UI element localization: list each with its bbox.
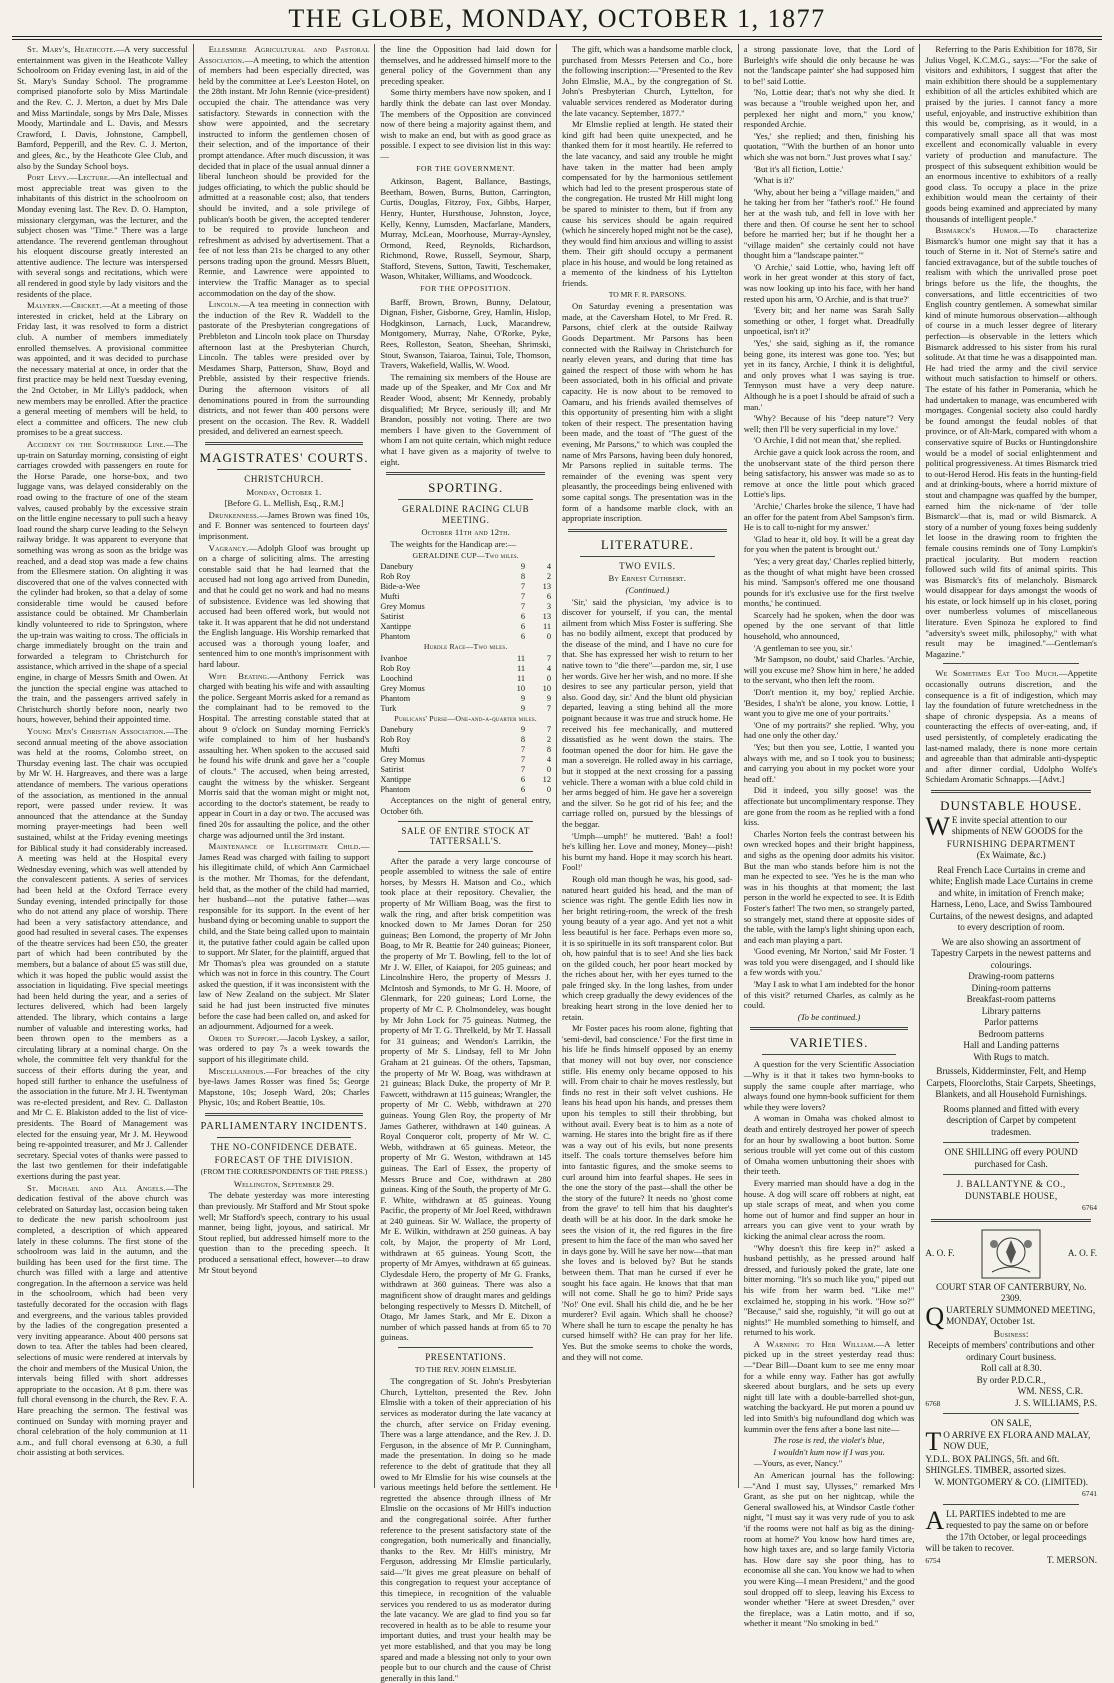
arrival-text: O ARRIVE EX FLORA AND MALAY, NOW DUE, (943, 1429, 1091, 1452)
weights-intro: The weights for the Handicap are:— (390, 538, 517, 549)
weight-stone: 7 (520, 592, 526, 602)
article-ellesmere: Ellesmere Agricultural and Pastoral Association.—A meeting, to which the attention of members had been especially directed, was held by the committee at Lee's Leeston Hotel, on the 28th instant. Mr John Rennie (vice-president) occupied the chair. The attendance was very satisfactory. Stewards in connection with the show were appointed, and the secretary instructed to inform the gentlemen chosen of their selection, and of the importance of their prompt attendance. After much discussion, it was decided that in place of the usual annual dinner a liberal luncheon should be provided for the judges officiating, to which the public should be admitted at a reasonable cost; also, that tenders should be invited, and a sole privilege of publican's booth be given, the accepted tenderer to be required to provide luncheon and refreshment as advised by advertisement. That a fee of not less than 21s be charged to any other persons trading upon the ground. Messrs Bluett, Rennie, and Lawrence were appointed to interview the Traffic Manager as to special accommodation on the day of the show. (198, 44, 370, 298)
variety-4: "Why doesn't this fire keep in?" asked a husband pettishly, as he pressed around half dressed, and furiously poked the grate, late one bitter morning. "It's so much like you," piped out his wife from her warm bed. "Like me!" exclaimed he, stopping in his work. "How so?" "Because," said she, roguishly, "it will go out at nights!" He mumbled something to himself, and returned to his work. (743, 1242, 915, 1338)
on-sale: ON SALE, (990, 1418, 1032, 1429)
debate-continued: the line the Opposition had laid down for themselves, and he addressed himself more to the general policy of the Government than any preceding speaker. (380, 44, 552, 86)
drop-cap: A (925, 1505, 945, 1535)
sale-heading: SALE OF ENTIRE STOCK AT TATTERSALL'S. (401, 825, 530, 847)
weight-row (380, 725, 551, 735)
horse-name: Bide-a-Wee (380, 582, 421, 592)
horse-name: Grey Momus (380, 602, 425, 612)
weight-pounds: 7 (546, 703, 552, 713)
section-divider (931, 790, 1091, 793)
merson-footer (925, 1555, 1097, 1567)
ad-carpets: We are also showing an assortment of Tapestry Carpets in the newest patterns and colourings. (931, 936, 1091, 970)
signature-ps: J. S. WILLIAMS, P.S. (1015, 1397, 1098, 1408)
weight-stone: 9 (520, 703, 526, 713)
horse-name: Mufti (380, 745, 400, 755)
weight-row (380, 745, 551, 755)
arrival-notice (925, 1426, 1097, 1456)
hurdle-heading: Hurdle Race—Two miles. (423, 642, 508, 652)
weight-stone: 6 (520, 612, 526, 622)
timber-notice (925, 1418, 1097, 1500)
horse-name: Danebury (380, 725, 414, 735)
remaining-members: The remaining six members of the House are made up of the Speaker, and Mr Cox and Mr Reader Wood, absent; Mr Kennedy, probably disqualified; Mr Bryce, seriously ill; and Mr Brandon, possibly not voting. There are two members I have given to the Government of whom I am not quite certain, which might reduce what I have given as a majority of twelve to eight. (380, 371, 552, 467)
section-divider (205, 1113, 364, 1116)
weight-pounds: 9 (546, 693, 552, 703)
weight-row (380, 684, 551, 694)
pattern-item: Library patterns (981, 1005, 1041, 1016)
correspondent-line: (FROM THE CORRESPONDENTS OF THE PRESS.) (200, 1167, 368, 1177)
divider (943, 1504, 1079, 1505)
weight-row (380, 572, 551, 582)
column-6 (920, 44, 1102, 1565)
pattern-item: Hall and Landing patterns (963, 1040, 1060, 1051)
weight-pounds: 2 (546, 572, 552, 582)
court-miscellaneous: Miscellaneous.—For breaches of the city bye-laws James Rosser was fined 5s; George Mapstone, 10s; Joseph Ward, 20s; Charles Physic, 10s; and Robert Beattie, 10s. (198, 1065, 370, 1108)
article-southbridge-accident: Accident on the Southbridge Line.—The up-train on Saturday morning, consisting of eight carriages crowded with passengers en route for the Horse Parade, one horse-box, and two luggage vans, was delayed considerably on the road owing to the fracture of one of the steam valves, caused probably by the excessive strain on the little engine necessary to pull such a heavy load round the sharp curve leading to the Selwyn railway bridge. It was apparent to everyone that something was wrong as soon as the bridge was reached, and a dead stop was made a few chains from the Ellesmere station. On alighting it was discovered that one of the valves connected with the cylinder had broken, so that a delay of some considerable time would be caused before assistance could be obtained. Mr Chamberlain kindly volunteered to ride to Springston, where the up-train was waiting to cross. The officials in charge immediately brought on the train and forwarded a telegram to Christchurch for assistance, which arrived in the shape of a special engine, in charge of Messrs Smith and Owen. At the junction the special engine was attached to the train, and the passengers arrived safely in Christchurch shortly before noon, nearly two hours, however, behind their appointed time. (17, 438, 188, 725)
weight-stone: 11 (516, 673, 526, 683)
weight-pounds: 0 (546, 765, 552, 775)
business-label: Business: (993, 1328, 1029, 1339)
cup-weights-table (380, 562, 551, 642)
horse-name: Phantom (380, 632, 411, 642)
story-continued-19: 'Don't mention it, my boy,' replied Archie. 'Besides, I sha'n't be alone, you know. Lottie, I want you to give me one of your portraits.' (743, 687, 915, 719)
story-continued-5: 'What is it?' (753, 175, 795, 186)
story-continued-1: a strong passionate love, that the Lord of Burleigh's wife should die only because he was not the 'landscape painter' she had supposed him to be!' said Lottie. (743, 44, 915, 86)
merson-notice (925, 1505, 1098, 1567)
elmslie-reply: Mr Elmslie replied at length. He stated their kind gift had been quite unexpected, and he thanked them for it most heartily. He referred to the late vacancy, and said any trouble he might have taken in the matter had been amply compensated for by the harmonious settlement which had led to the present prosperous state of the congregation. He trusted Mr Hill might long be spared to minister to them, but if from any cause his services should be again required (which he sincerely hoped might not be the case), they would find him anxious and willing to assist them. Their gift should occupy a permanent place in his house, and would be long retained as a memento of the kindness of his Lyttelton friends. (562, 119, 733, 289)
presentations-heading: PRESENTATIONS. (425, 1352, 507, 1362)
column-2 (194, 44, 376, 1488)
weight-stone: 10 (516, 683, 526, 693)
ad-pattern-list (925, 971, 1097, 1063)
court-name: COURT STAR OF CANTERBURY, No. 2309. (935, 1281, 1087, 1304)
weight-row (380, 775, 551, 785)
weight-row (380, 632, 551, 642)
horse-name: Grey Momus (380, 755, 425, 765)
forester-emblem-icon (980, 1228, 1042, 1280)
weight-pounds: 0 (546, 673, 552, 683)
ad-shipment: (Ex Waimate, &c.) (976, 850, 1046, 861)
forecast-heading: FORECAST OF THE DIVISION. (214, 1154, 354, 1165)
verse-line-2: I wouldn't kum now if I was you. (773, 1446, 885, 1457)
weight-row (380, 654, 551, 664)
pattern-item: Breakfast-room patterns (966, 994, 1056, 1005)
elmslie-gift: The gift, which was a handsome marble clock, purchased from Messrs Petersen and Co., bore the following inscription:—"Presented to the Rev John Elmslie, M.A., by the congregation of St. John's Presbyterian Church, Lyttelton, for valuable services rendered as Moderator during the late vacancy. September, 1877." (562, 44, 733, 118)
weight-pounds: 11 (542, 622, 552, 632)
court-wife-beating: Wife Beating.—Anthony Ferrick was charged with beating his wife and with assaulting the police. Sergeant Morris asked for a remand as the complainant had to be removed to the Hospital. The arresting constable stated that at about 9 o'clock on Sunday morning Ferrick's wife complained to him of her husband's assaulting her. When spoken to the accused said he found his wife drunk and gave her a "couple of clouts." The accused, when being arrested, caught the witness by the whisker. Sergeant Morris said that the woman might or might not, according to the doctor's statement, be ready to appear in Court in a day or two. The accused was fined 20s for assaulting the police, and the other charge was adjourned until the 3rd instant. (198, 670, 370, 840)
court-maintenance: Maintenance of Illegitimate Child.—James Read was charged with failing to support his illegitimate child, of which Ann Carmichael is the mother. Mr Thomas, for the defendant, held that, as the mother of the child had married, her husband—not the putative father—was responsible for its support. In the event of her husband dying or becoming unable to support the child, and the State being called upon to maintain it, the putative father could again be called upon to support. Mr Slater, for the plaintiff, argued that Mr Thomas's plea was grounded on a statute which was not in force in this country. The Court asked the question, if it was inconsistent with the law of New Zealand on the subject. Mr Slater said he had just been instructed five minutes before the case had been called on, and asked for an adjournment. Adjourned for a week. (198, 841, 370, 1032)
weight-pounds: 12 (542, 775, 552, 785)
story-continued-16: Scarcely had he spoken, when the door was opened by the one servant of that little household, who announced, (743, 609, 915, 642)
weight-pounds: 10 (542, 683, 552, 693)
no-confidence-heading: THE NO-CONFIDENCE DEBATE. (210, 1142, 358, 1152)
horse-name: Mufti (380, 592, 400, 602)
weight-pounds: 4 (546, 562, 552, 572)
story-continued-6: 'Why, about her being a "village maiden," and he taking her from her "father's roof." He found her at the wash tub, and fell in love with her there and then. Of course he sent her to school before he married her; but if he thought her a "village maiden" she certainly could not have thought him a "landscape painter."' (743, 186, 915, 261)
weight-row (380, 602, 551, 612)
ad-curtains: Real French Lace Curtains in creme and white; English made Lace Curtains in creme and white, in imitation of French make; Harness, Leno, Lace, and Swiss Tamboured Curtains, of the newest designs, and adapted to every description of room. (929, 864, 1093, 933)
horse-name: Turk (380, 703, 397, 713)
signature-row (925, 1398, 1097, 1410)
weight-stone: 7 (520, 602, 526, 612)
variety-6: An American journal has the following:—"And I must say, Ulysses," remarked Mrs Grant, as she put on her nightcap, while the General swallowed his, at Windsor Castle t'other night, "I must say it was very rude of you to ask 'if the rooms were not half as big as the dining-room at home?' You know how hard times are, how high taxes are, and so large family Victoria has. How dare say she poor thing, has to economise all she can. You know we had to when you were King—I mean President," and the good soul dropped off to sleep, leaving his Excess to wonder whether "Here at sweet Dresden," over the fireplace, was a Latin motto, and if so, whether it meant "No smoking in bed." (743, 1470, 915, 1629)
weight-stone: 9 (520, 725, 526, 735)
ad-intro-text: E invite special attention to our shipments of NEW GOODS for the (951, 814, 1083, 837)
divider (398, 1347, 533, 1348)
story-p2: 'Umph—umph!' he muttered. 'Bah! a fool! he's killing her. Love and money, Money—pish! his burnt my hand. Hope it may scorch his heart. Fool!' (562, 830, 733, 873)
weight-row (380, 735, 551, 745)
horse-name: Ivanhoe (380, 653, 408, 663)
weight-pounds: 4 (546, 663, 552, 673)
horse-name: Loochind (380, 673, 413, 683)
divider (398, 851, 533, 852)
section-divider (568, 529, 727, 532)
story-p4: Mr Foster paces his room alone, fighting that 'semi-devil, bad conscience.' For the first time in his life he finds himself opposed by an enemy that money will not buy over, nor conscience stifle. His enemy only became opposed to his will. From chair to chair he moves restlessly, but finds no rest in their soft velvet cushions. He leans his head upon his hands, and presses them upon his temples to still their throbbing, but without avail. Every beat is to him as a note of warning. He stares into the bright fire as if there was a way out of his evils, but none presents itself. The coals torture themselves before him into fantastic figures, and the smoke seems to curl around him into fearful shapes. He sees in the one the story of the past—shall the other be the story of the future? It needs no 'ghost come from the grave' to tell him that his daughter's death will be at his door. In the dark smoke he sees the vision of it, the red figures in the fire present to him the face of the man who saved her in days gone by. Will he save her now—that man she loves and is beloved by? But he stands between them. That man he cursed if ever he sought his face again. He knows that that man will not come. Shall he go to him? Pride says 'No!' One evil. Shall his child die, and he be her murderer? Evil again. Which shall he choose? Where shall he turn to escape the penalty he has cursed himself with? He can pray for her life. Yes. But the smoke seems to choke the words, and they will not come. (562, 1023, 733, 1362)
weight-stone: 11 (516, 653, 526, 663)
weight-stone: 7 (520, 755, 526, 765)
horse-name: Phantom (380, 693, 411, 703)
meeting-notice (925, 1301, 1097, 1331)
story-continued-12: Archie gave a quick look across the room, and the unobservant state of the third person there being satisfactory, his answer was made so as to remove at once the little pout which graced Lottie's lips. (743, 446, 915, 500)
court-order-support: Order to Support.—Jacob Lyskey, a sailor, was ordered to pay 7s a week towards the support of his illegitimate child. (198, 1032, 370, 1065)
timber-firm: W. MONTGOMERY & CO. (LIMITED). (934, 1476, 1089, 1487)
debt-text: LL PARTIES indebted to me are requested to pay the same on or before the 17th October, or legal proceedings will be taken to recover. (925, 1508, 1089, 1554)
weight-pounds: 13 (542, 582, 552, 592)
signature-cr: WM. NESS, C.R. (1017, 1386, 1084, 1397)
horse-name: Danebury (380, 562, 414, 572)
weight-row (380, 562, 551, 572)
weight-stone: 11 (516, 663, 526, 673)
to-be-continued: (To be continued.) (797, 1011, 861, 1022)
cup-heading: GERALDINE CUP—Two miles. (412, 550, 519, 560)
weight-row (380, 765, 551, 775)
weight-pounds: 4 (546, 755, 552, 765)
weight-row (380, 755, 551, 765)
variety-1: A question for the very Scientific Association—Why is it that it takes two hymn-books to supply the same couple after marriage, who always found one hymn-book sufficient for them while they were lovers? (743, 1059, 915, 1112)
elmslie-text: The congregation of St. John's Presbyterian Church, Lyttelton, presented the Rev. John Elmslie with a token of their appreciation of his services as moderator during the late vacancy at the church, after service on Friday evening. There was a large attendance, and the Rev. J. D. Ferguson, in the absence of Mr P. Cunningham, made the presentation. In doing so he made reference to the debt of gratitude that they all owed to Mr Elmslie for his wise counsels at the various meetings held before the settlement. He regretted the absence through illness of Mr Elmslie on the occasions of Mr Hill's induction and the congregational soirée. After further reference to the present satisfactory state of the congregation, both numerically and financially, thanks to the Rev. Mr Hill's ministry, Mr Ferguson, addressing Mr Elmslie particularly, said—"It gives me great pleasure on behalf of this congregation to request your acceptance of this timepiece, in recognition of the valuable services you rendered to us as moderator during the late vacancy. We are glad to find you so far recovered in health as to be able to resume your important duties, and trust your health may be yet more established, and that you may be long spared and made a blessing not only to your own people but to our church and the cause of Christ generally in this land." (380, 1376, 552, 1683)
horse-name: Rob Roy (380, 735, 411, 745)
story-p3: Rough old man though he was, his good, sad-natured heart guided his head, and the man of science was right. The gentle Edith lies now in her bright retiring-room, the wreck of the fresh young beauty of a year ago. And yet not a whit less beautiful is her face. Perhaps even more so, it is so spirituelle in its soft transparent color. But oh, how painful that is to see! And she lies back on the gilded couch, her poor heart mocked by the riches about her, with her eyes turned to the pale fringed sky. In the long lashes, from under which creep gradually the dewy evidences of the breaking heart strong in the love denied her to retain. (562, 873, 733, 1022)
section-divider (750, 1027, 909, 1030)
court-date: Monday, October 1. (246, 486, 322, 497)
weight-stone: 7 (520, 765, 526, 775)
horse-name: Grey Momus (380, 683, 425, 693)
variety-5-sign: —Yours, as ever, Nancy." (753, 1458, 843, 1469)
purse-weights-table (380, 725, 551, 795)
variety-2: A woman in Omaha was choked almost to death and entirely destroyed her power of speech for an hour by swallowing a boot button. Some serious trouble will yet come out of this custom of Omaha women unbuttoning their shoes with their teeth. (743, 1113, 915, 1177)
pattern-item: Bedroom patterns (978, 1028, 1044, 1039)
story-continued-8: 'Every bit; and her name was Sarah Sally something or other, I forget what. Dreadfully unpoetical, isn't it?' (743, 305, 915, 337)
pattern-item: Drawing-room patterns (968, 971, 1055, 982)
story-continued-7: 'O Archie,' said Lottie, who, having left off work in her great wonder at this story of fact, was now looking up into his face, with her hand rested upon his arm, 'O Archie, and is that true?' (743, 261, 915, 304)
ad-firm: J. BALLANTYNE & CO., (956, 1179, 1066, 1190)
story-continued-20: 'One of my portraits?' she replied. 'Why, you had one only the other day.' (743, 719, 915, 741)
masthead-rule-lower (12, 39, 1102, 40)
horse-name: Satirist (380, 765, 405, 775)
weight-row (380, 592, 551, 602)
weight-stone: 7 (520, 582, 526, 592)
drop-cap: T (925, 1426, 942, 1456)
divider (398, 499, 533, 500)
variety-3: Every married man should have a dog in the house. A dog will scare off robbers at night, eat up stale scraps of meat, and when you come home out of humor and find supper an hour in arrears you can give vent to your wrath by kicking the animal clear across the room. (743, 1177, 915, 1241)
columns (12, 44, 1102, 1683)
weight-stone: 7 (520, 745, 526, 755)
story-continued-10: 'Why? Because of his "deep nature"? Very well; then I'll be very superficial in my love.' (743, 413, 915, 434)
weight-pounds: 3 (546, 602, 552, 612)
court-vagrancy: Vagrancy.—Adolph Gloof was brought up on a charge of soliciting alms. The arresting constable said that he had learned that the accused had not long ago arrived from Dunedin, and that he could get no work and had no means of subsistence. Evidence was led showing that accused had been offered work, but would not take it. It was apparent that he did not understand the English language. His Worship remarked that accused was a thorough young loafer, and sentenced him to one month's imprisonment with hard labour. (198, 542, 370, 670)
drop-cap: Q (925, 1301, 945, 1331)
story-continued-23: Charles Norton feels the contrast between his own wrecked hopes and their bright happiness, and sighs as the opening door admits his visitor. But the man who stands before him is not the man he expected to see. 'Yes he is the man who was in his thoughts at that moment; the last person in the world he expected to see. It is Edith Foster's father! The two men, so strangely parted, so strangely met, stand there at opposite sides of the table, with the lamp's light shining upon each, and each man playing a part. (743, 828, 915, 945)
weight-row (380, 694, 551, 704)
article-ymca: Young Men's Christian Association.—The second annual meeting of the above association was held at the rooms, Colombo street, on Thursday evening last. The chair was occupied by Mr W. H. Hargreaves, and there was a large attendance of members. The various operations of the association, as mentioned in the annual report, were passed under review. It was announced that the attendance at the Sunday morning prayer-meetings had been well sustained, whilst at the Friday evening meetings for Biblical study it had considerably increased. A meeting was held at the Hospital every Wednesday evening, which was well attended by the convalescent patients. A series of services had been held at the Oxford Terrace every Sunday evening, intended principally for those who do not attend any place of worship. There had been a very satisfactory attendance, and good had resulted in several cases. The expenses of the theatre services had been £50, the greater part of which had been contributed by the members, but a balance of about £5 was still due, which it was hoped the public would assist the association in liquidating. Five special meetings had been held during the year, and a series of lectures delivered, which had been largely attended. The library, which contains a large number of valuable and interesting works, had been thrown open to the members as a circulating library at a nominal charge. On the whole, the committee felt very thankful for the success of their efforts during the year, and hoped still further to enhance the usefulness of the association in the future. Mr J. H. Twentyman was re-elected president, and Rev. C. Dallaston and Mr C. E. Blakiston added to the list of vice-presidents. The Board of Management was elected for the ensuing year, Mr J. M. Heywood being re-appointed treasurer, and Mr J. Callender secretary. Special votes of thanks were passed to the last two gentlemen for their indefatigable exertions during the past year. (17, 726, 188, 1181)
story-continued-2: 'No, Lottie dear; that's not why she died. It was because a "trouble weighed upon her, and perplexed her night and morn," you know,' responded Archie. (743, 87, 915, 130)
meeting-text: UARTERLY SUMMONED MEETING, MONDAY, October 1st. (946, 1304, 1096, 1327)
pattern-item: Dining-room patterns (971, 982, 1051, 993)
pattern-item: With Rugs to match. (973, 1051, 1050, 1062)
christchurch-heading: CHRISTCHURCH. (244, 473, 324, 484)
for-government-list: Atkinson, Bagent, Ballance, Bastings, Beetham, Bowen, Burns, Button, Carrington, Curtis, Douglas, Fitzroy, Fox, Gibbs, Harper, Henry, Hunter, Hursthouse, Johnston, Joyce, Kelly, Kenny, Lumsden, Macfarlane, Manders, Murray, McLean, Moorhouse, Murray-Aynsley, Ormond, Reed, Reynolds, Richardson, Richmond, Rowe, Russell, Seymour, Sharp, Stafford, Stevens, Sutton, Tawiti, Teschemaker, Wason, Whitaker, Williams, and Woodcock. (380, 176, 552, 282)
bismarck-humor: Bismarck's Humor.—To characterize Bismarck's humor one might say that it has a touch of Sterne in it. Not of Sterne's satire and fancied extravagance, but of the subtle touches of realism with which the unrivalled prose poet brings before us the life, the thoughts, the conversations, and little eccentricities of two English country gentlemen. A somewhat similar kind of minute humorous observation—although of course in a much lesser degree of literary perfection—is observable in the letters which Bismarck addressed to his sister from his rural solitude. At that time he was a disappointed man. He had tried the army and the civil service without much satisfaction to himself or others. The estate of his father in Pomerania, which he had undertaken to manage, was encumbered with mortgages. Congenial society also could hardly be found amongst the feudal nobles of that province, or of Alt-Mark, compared with whom a conservative squire of Bucks or Huntingdonshire would be a model of social enlightenment and political progressiveness. At times Bismarck tried to out-Herod Herod. His feats in the hunting-field and at drinking-bouts, where a horrid mixture of stout and champagne was quaffed by the bumper, earned him the nick-name of 'der tolle Bismarck'—that is, mad or wild Bismarck. A story of a number of young foxes being suddenly let loose in the drawing room to frighten the female cousins reminds one of Tony Lumpkin's practical jocularity. But modern reaction followed such wild fits of animal spirits. This was Bismarck's fits of melancholy. Bismarck would disappear for days amongst the woods of his estate, or lock himself up in his closet, poring over numberless volumes of miscellaneous literature. Even Spinoza he explored to find "adversity's sweet milk, philosophy," with what result may be imagined."—Gentleman's Magazine." (925, 225, 1098, 659)
sale-text: After the parade a very large concourse of people assembled to witness the sale of entire horses, by Messrs H. Matson and Co., which took place at their repository. Chevalier, the property of Mr William Boag, was the first to walk the ring, and after brisk competition was knocked down to Mr James Doran for 250 guineas; Ben Lomond, the property of Mr John Boag, to Mr R. Beattie for 240 guineas; Pioneer, the property of Mr T. Bowling, fell to the lot of Mr J. W. Eller, of Kaiapoi, for 205 guineas; and Lincolnshire Hero, the property of Messrs J. McIntosh and Symonds, to Mr G. H. Moore, of Glenmark, for 220 guineas; Lord Lorne, the property of Mr C. P. Cholmondeley, was bought by Mr John Lock for 75 guineas. Nutmeg, the property of Mr T. G. Threlkeld, by Mr T. Hassall for 31 guineas; and Wendon's Larrikin, the property of Mr S. Lindsay, fell to Mr John Graham at 21 guineas. Of the others, Tapsman, the property of Mr W. Boag, was withdrawn at 21 guineas; Black Duke, the property of Mr P. Fawcett, withdrawn at 115 guineas; Wrangler, the property of Mr C. Webb, withdrawn at 270 guineas. Young Glen Roy, the property of Mr James Gatherer, withdrawn at 140 guineas. A Royal Conqueror colt, property of Mr W. C. Webb, withdrawn at 65 guineas. Meteor, the property of Mr G. Weston, withdrawn at 145 guineas. The Earl of Essex, the property of Messrs Bruce and Coe, withdrawn at 280 guineas. King of the South, the property of Mr G. F. White, withdrawn at 85 guineas. Young Pacific, the property of Mr Joel Reed, withdrawn at 240 guineas. Sir W. Wallace, the property of Mr E. Wilkin, withdrawn at 250 guineas. A bay colt, by Major, the property of Mr Lord, withdrawn at 65 guineas. Young Scott, the property of Mr Amyes, withdrawn at 65 guineas. Clydesdale Hero, the property of Mr G. Franks, withdrawn at 360 guineas. There was also a magnificent show of draught mares and geldings belonging respectively to Messrs D. Mitchell, of Otago, Mr James Stark, and Mr E. Dixon a number of which passed hands at from 65 to 70 guineas. (380, 855, 552, 1343)
ad-intro (925, 811, 1097, 841)
debate-forecast: Some thirty members have now spoken, and I hardly think the debate can last over Monday. The members of the Opposition are convinced now of there being a majority against them, and wish to make an end, but with as good grace as possible. I expect to see division list in this way:— (380, 87, 552, 161)
to-elmslie-heading: TO THE REV. JOHN ELMSLIE. (414, 1364, 517, 1374)
merson-number: 6754 (925, 1555, 941, 1565)
weight-row (380, 785, 551, 795)
roll-call: Roll call at 8.30. (980, 1363, 1042, 1374)
ad-rooms-planned: Rooms planned and fitted with every description of Carpet by competent tradesmen. (943, 1103, 1080, 1137)
section-divider (205, 442, 364, 445)
article-malvern-cricket: Malvern.—Cricket.—At a meeting of those interested in cricket, held at the Library on Friday last, it was resolved to form a district club. A number of members immediately enrolled themselves. A provisional committee was appointed, and it was decided to purchase the necessary material at once, in order that the first practice may be held next Tuesday evening, the 2nd October, in Mr Lilly's paddock, when new members may be enrolled. After the practice a general meeting of members will be held, to elect a committee and officers. The new club promises to be a great success. (17, 300, 188, 438)
divider (943, 1413, 1079, 1414)
weight-row (380, 622, 551, 632)
story-continued-18: 'Mr Sampson, no doubt,' said Charles. 'Archie, will you excuse me? Show him in here,' he added to the servant, who then left the room. (743, 654, 915, 686)
varieties-heading: VARIETIES. (789, 1035, 869, 1051)
weight-row (380, 582, 551, 592)
aof-right: A. O. F. (1067, 1248, 1098, 1259)
timber-number: 6741 (1082, 1489, 1098, 1499)
column-4 (557, 44, 739, 1488)
purse-heading: Publicans' Purse—One-and-a-quarter miles. (394, 713, 537, 723)
drop-cap: W (925, 811, 950, 841)
weight-row (380, 664, 551, 674)
schnapps-advt: We Sometimes Eat Too Much.—Appetite occasionally outruns discretion, and the consequence is a fit of indigestion, which may lay the foundation of future wretchedness in the shape of chronic dyspepsia. As a means of counteracting the effects of over-eating, and, if used persistently, of completely eradicating the last-named malady, there is none more certain and agreeable than that admirable anti-dyspeptic and after dinner cordial, Udolpho Wolfe's Schiedam Aromatic Schnapps.—[Advt.] (925, 668, 1098, 785)
dunstable-house-ad (925, 798, 1097, 1214)
weight-stone: 9 (520, 562, 526, 572)
ad-carpets-list: Brussels, Kidderminster, Felt, and Hemp Carpets, Floorcloths, Stair Carpets, Sheetings, Blankets, and all Household Furnishings. (926, 1066, 1096, 1100)
business-items: Receipts of members' contributions and other ordinary Court business. (927, 1340, 1095, 1362)
hurdle-weights-table (380, 654, 551, 714)
aof-left: A. O. F. (925, 1248, 955, 1259)
weight-pounds: 0 (546, 785, 552, 795)
ad-department: FURNISHING DEPARTMENT (946, 838, 1076, 849)
weight-pounds: 2 (546, 735, 552, 745)
ad-title: DUNSTABLE HOUSE. (940, 797, 1083, 813)
story-continued-14: 'Glad to hear it, old boy. It will be a great day for you when the patent is brought out.' (743, 533, 915, 555)
weight-stone: 8 (520, 735, 526, 745)
aof-notice (925, 1228, 1097, 1410)
article-lincoln: Lincoln.—A tea meeting in connection with the induction of the Rev R. Waddell to the pastorate of the Presbyterian congregations of Prebbleton and Lincoln took place on Thursday afternoon last at the Presbyterian Church, Lincoln. The tables were presided over by Mesdames Sharp, Patterson, Shaw, Boyd and Prebble, assisted by their respective friends. During the afternoon visitors of all denominations poured in from the surrounding districts, and not fewer than 400 persons were present on the occasion. The Rev. R. Waddell presided, and delivered an earnest speech. (198, 299, 370, 437)
story-continued-25: 'May I ask to what I am indebted for the honor of this visit?' returned Charles, as calmly as he could. (743, 979, 915, 1011)
horse-name: Rob Roy (380, 572, 411, 582)
article-heathcote: St. Mary's, Heathcote.—A very successful entertainment was given in the Heathcote Valley Schoolroom on Friday evening last, in aid of the St. Mary's Sunday School. The programme comprised pianoforte solo by Miss Martindale and the Rev. C. J. Merton, a duet by Mrs Dale and Miss Martindale, songs by Mrs Dale, Misses Moody, Martindale and L. Davis, and Messrs Crawford, I. Davis, Johnstone, Campbell, Bamford, Pepperill, and the Rev. C. J. Merton, and glees, &c., by the Heathcote Glee Club, and also by the Sunday School boys. (17, 44, 188, 171)
ad-number: 6764 (1082, 1203, 1098, 1213)
merson-signature: T. MERSON. (1046, 1554, 1098, 1565)
masthead: THE GLOBE, MONDAY, OCTOBER 1, 1877 (288, 4, 826, 33)
divider (217, 469, 352, 470)
weight-row (380, 674, 551, 684)
weight-stone: 6 (520, 622, 526, 632)
weight-pounds: 8 (546, 745, 552, 755)
aof-header (925, 1228, 1097, 1280)
story-continued-21: 'Yes; but then you see, Lottie, I wanted you always with me, and so I took you to business; and carrying you about in my pocket wore your head off.' (743, 742, 915, 784)
divider (580, 556, 715, 557)
masthead-rule (12, 36, 1102, 37)
weight-pounds: 7 (546, 653, 552, 663)
story-continued-9: 'Yes,' she said, sighing as if, the romance being gone, its interest was gone too. 'Yes; but yet in its fancy, Archie, I think it is delightful, and only proves what I was saying is true. Tennyson must have a very deep nature. Although he is a poet I should be afraid of such a man.' (743, 338, 915, 412)
divider (398, 821, 533, 822)
divider (943, 1174, 1079, 1175)
dateline: Wellington, September 29. (233, 1178, 335, 1189)
weight-stone: 6 (520, 632, 526, 642)
column-1 (12, 44, 194, 1488)
story-continued-3: 'Yes,' she replied; and then, finishing his quotation, '"With the burthen of an honor unto which she was not born." Just proves what I say.' (743, 130, 915, 162)
ad-address: DUNSTABLE HOUSE, (965, 1190, 1058, 1201)
court-before: [Before G. L. Mellish, Esq., R.M.] (224, 498, 344, 509)
weight-stone: 9 (520, 693, 526, 703)
debt-notice (925, 1505, 1097, 1555)
variety-5: A Warning to Her William.—A letter picked up in the street yesterday read thus:—"Dear Bill—Doant kum to see me enny moar for a while enny way. Father has got awfully skeered about burglars, and he sets up every night till late with a double-barrelled shot-gun, watching the backyard. He put moren a pound uv led into Smith's big nufoundland dog which was kummin over the fens after a bone last nite— (743, 1338, 915, 1434)
for-government-heading: FOR THE GOVERNMENT. (416, 163, 516, 173)
pattern-item: Parlor patterns (984, 1017, 1039, 1028)
weight-stone: 6 (520, 785, 526, 795)
story-title: TWO EVILS. (619, 560, 676, 571)
notice-number: 6768 (925, 1398, 941, 1408)
sporting-heading: SPORTING. (428, 480, 504, 496)
article-st-michael: St. Michael and All Angels.—The dedication festival of the above church was celebrated on Saturday last, occasion being taken to dedicate the new parish schoolroom just completed, a description of which appeared lately in these columns. The first stone of the schoolroom was laid in the autumn, and the building has been used for the first time. The church was filled with a large and attentive congregation. In the afternoon a service was held in the schoolroom, which had been very tastefully decorated for the occasion with flags and evergreens, and the various tables provided by the ladies of the congregation presented a very inviting appearance. About 400 persons sat down to tea. After the tables had been cleared, selections of music were rendered at intervals by the choir and members of the Musical Union, the intervals being filled with short addresses appropriate to the occasion. At 8 p.m. there was full choral evensong in the church, the Rev. F. A. Hare preaching the sermon. The festival was continued on Sunday with morning prayer and choral celebration of the holy communion at 11 a.m., and full choral evensong at 6.30, a full choir assisting at both services. (17, 1182, 188, 1458)
story-continued-15: 'Yes; a very great day,' Charles replied bitterly, as the thought of what might have been crossed his mind. 'Sampson's offered me one thousand pounds for it's exclusive use for the first twelve months,' he continued. (743, 555, 915, 609)
weight-row (380, 704, 551, 714)
column-3 (375, 44, 557, 1683)
horse-name: Rob Roy (380, 663, 411, 673)
story-author: By Ernest Cuthbert. (608, 573, 687, 584)
continued-label: (Continued.) (625, 584, 670, 595)
weight-pounds: 0 (546, 632, 552, 642)
divider (762, 1054, 897, 1055)
story-continued-22: Did it indeed, you silly goose! was the affectionate but uncomplimentary response. They are gone from the room as he replied with a fond kiss. (743, 785, 915, 828)
racing-heading: GERALDINE RACING CLUB MEETING. (402, 504, 530, 525)
weight-stone: 6 (520, 775, 526, 785)
section-divider (931, 1219, 1091, 1222)
by-order: By order P.D.C.R., (976, 1374, 1046, 1385)
for-opposition-list: Barff, Brown, Brown, Bunny, Delatour, Dignan, Fisher, Gisborne, Grey, Hamlin, Hislop, Hodgkinson, Larnach, Luck, Macandrew, Montgomery, Murray, Nahe, O'Rorke, Pyke, Rees, Rolleston, Seaton, Sheehan, Shrimski, Stout, Swanson, Taiaroa, Tainui, Tole, Thomson, Travers, Wakefield, Wallis, W. Wood. (380, 296, 552, 371)
verse-line-1: The rose is red, the violet's blue, (773, 1435, 885, 1446)
horse-name: Xantippe (380, 622, 412, 632)
weight-pounds: 6 (546, 592, 552, 602)
divider (217, 1137, 352, 1138)
parsons-text: On Saturday evening a presentation was made, at the Caversham Hotel, to Mr Fred. R. Parsons, chief clerk at the outside Railway Goods Department. Mr Parsons has been connected with the Railway in Christchurch for nearly eleven years, and during that time has gained the respect of those with whom he has been associated, both in his official and private capacity. He is now about to be removed to Oamaru, and his friends availed themselves of this opportunity of presenting him with a slight token of their respect. The presentation having been made, and the toast of "The guest of the evening, Mr Parsons," to which was coupled the name of Mrs Parsons, having been duly honored, Mr Parsons replied in suitable terms. The remainder of the evening was spent very pleasantly, the proceedings being enlivened with some capital songs. The presentation was in the form of a handsome marble clock, with an appropriate inscription. (562, 301, 733, 524)
to-parsons-heading: TO MR F. R. PARSONS. (608, 289, 686, 299)
story-continued-11: 'O Archie, I did not mean that,' she replied. (753, 435, 902, 446)
section-divider (386, 472, 545, 475)
article-port-levy: Port Levy.—Lecture.—An intellectual and most appreciable treat was given to the inhabitants of this district in the schoolroom on Monday evening last. The Rev. D. O. Hampton, missionary clergyman, was the lecturer, and the subject chosen was "Time." There was a large attendance. The reverend gentleman throughout his eloquent discourse greatly interested an attentive audience. The lecture was interspersed with several songs and recitations, which were all rendered in good style by lady visitors and the residents of the place. (17, 172, 188, 299)
weight-pounds: 7 (546, 725, 552, 735)
weight-row (380, 612, 551, 622)
weight-pounds: 13 (542, 612, 552, 622)
story-continued-13: 'Archie,' Charles broke the silence, 'I have had an offer for the patent from Abel Sampson's firm. He is to call to-night for my answer.' (743, 500, 915, 533)
timber-items: Y.D.L. BOX PALINGS, 5ft. and 6ft. SHINGLES. TIMBER, assorted sizes. (925, 1453, 1067, 1476)
debate-text: The debate yesterday was more interesting than previously. Mr Stafford and Mr Stout spoke well; Mr Stafford's speech, contrary to his usual manner, being light, joyous, and satirical. Mr Stout replied, but addressed himself more to the question than to the preceding speech. It produced a sensational effect, however—to draw Mr Stout beyond (198, 1190, 370, 1275)
racing-dates: October 11th and 12th. (421, 527, 510, 538)
column-5 (739, 44, 921, 1629)
story-continued-4: 'But it's all fiction, Lottie.' (753, 163, 844, 174)
parliamentary-heading: PARLIAMENTARY INCIDENTS. (200, 1121, 368, 1132)
weight-stone: 8 (520, 572, 526, 582)
court-drunkenness: Drunkenness.—James Brown was fined 10s, and F. Bonner was sentenced to fourteen days' imprisonment. (198, 509, 370, 541)
horse-name: Satirist (380, 612, 405, 622)
story-continued-17: 'A gentleman to see you, sir.' (753, 642, 853, 653)
ad-cash-offer: ONE SHILLING off every POUND purchased for Cash. (944, 1147, 1078, 1169)
story-p1: 'Sir,' said the physician, 'my advice is to discover for yourself, if you can, the mental ailment from which Miss Foster is suffering. She has no bodily ailment, except that produced by the disease of the mind, and I have no cure for that. She has expressed her wish to return to her native town to "die there"—pardon me, sir, I use her words. Give her her wish, and no more. If she desires to see any particular person, yield that also. Good day, sir.' And the blunt old physician departed, leaving a sting behind all the more poignant because it was true and struck home. He received his fee mechanically, and muttered dissatisfied as he went down the stairs. The footman opened the door for him. He gave the man a sovereign. He rolled away in his carriage, but it stopped at the next crossing for a passing vehicle. There a woman with a blue cold child in her arms begged of him. He gave her a sovereign and the silver. So he got rid of his fee; and the carriage rolled on, pursued by the blessings of the beggar. (562, 596, 733, 829)
horse-name: Phantom (380, 785, 411, 795)
divider (943, 1142, 1079, 1143)
divider (943, 663, 1079, 664)
paris-exhibition: Referring to the Paris Exhibition for 1878, Sir Julius Vogel, K.C.M.G., says:—"For the sake of visitors and exhibitors, I suggest that after the main exhibition there should be a supplementary exhibition of all the articles exhibited which are praised by the juries. I cannot fancy a more useful, enjoyable, and instructive exhibition than this would be, comprising, as it would, in a comparatively small space all that was most excellent and economically valuable in every variety of production and manufacture. The prospect of this subsequent exhibition would be an enormous incentive to exhibitors of a really good class. To occupy a place in the prize exhibition would mean the certainty of their goods being examined and appreciated by many thousands of intelligent people." (925, 44, 1098, 224)
acceptances: Acceptances on the night of general entry, October 6th. (380, 795, 552, 816)
horse-name: Xantippe (380, 775, 412, 785)
magistrates-heading: MAGISTRATES' COURTS. (199, 449, 369, 465)
story-continued-24: 'Good evening, Mr Norton,' said Mr Foster. 'I was told you were disengaged, and I should like a few words with you.' (743, 946, 915, 978)
literature-heading: LITERATURE. (600, 536, 694, 552)
for-opposition-heading: FOR THE OPPOSITION. (420, 284, 512, 294)
